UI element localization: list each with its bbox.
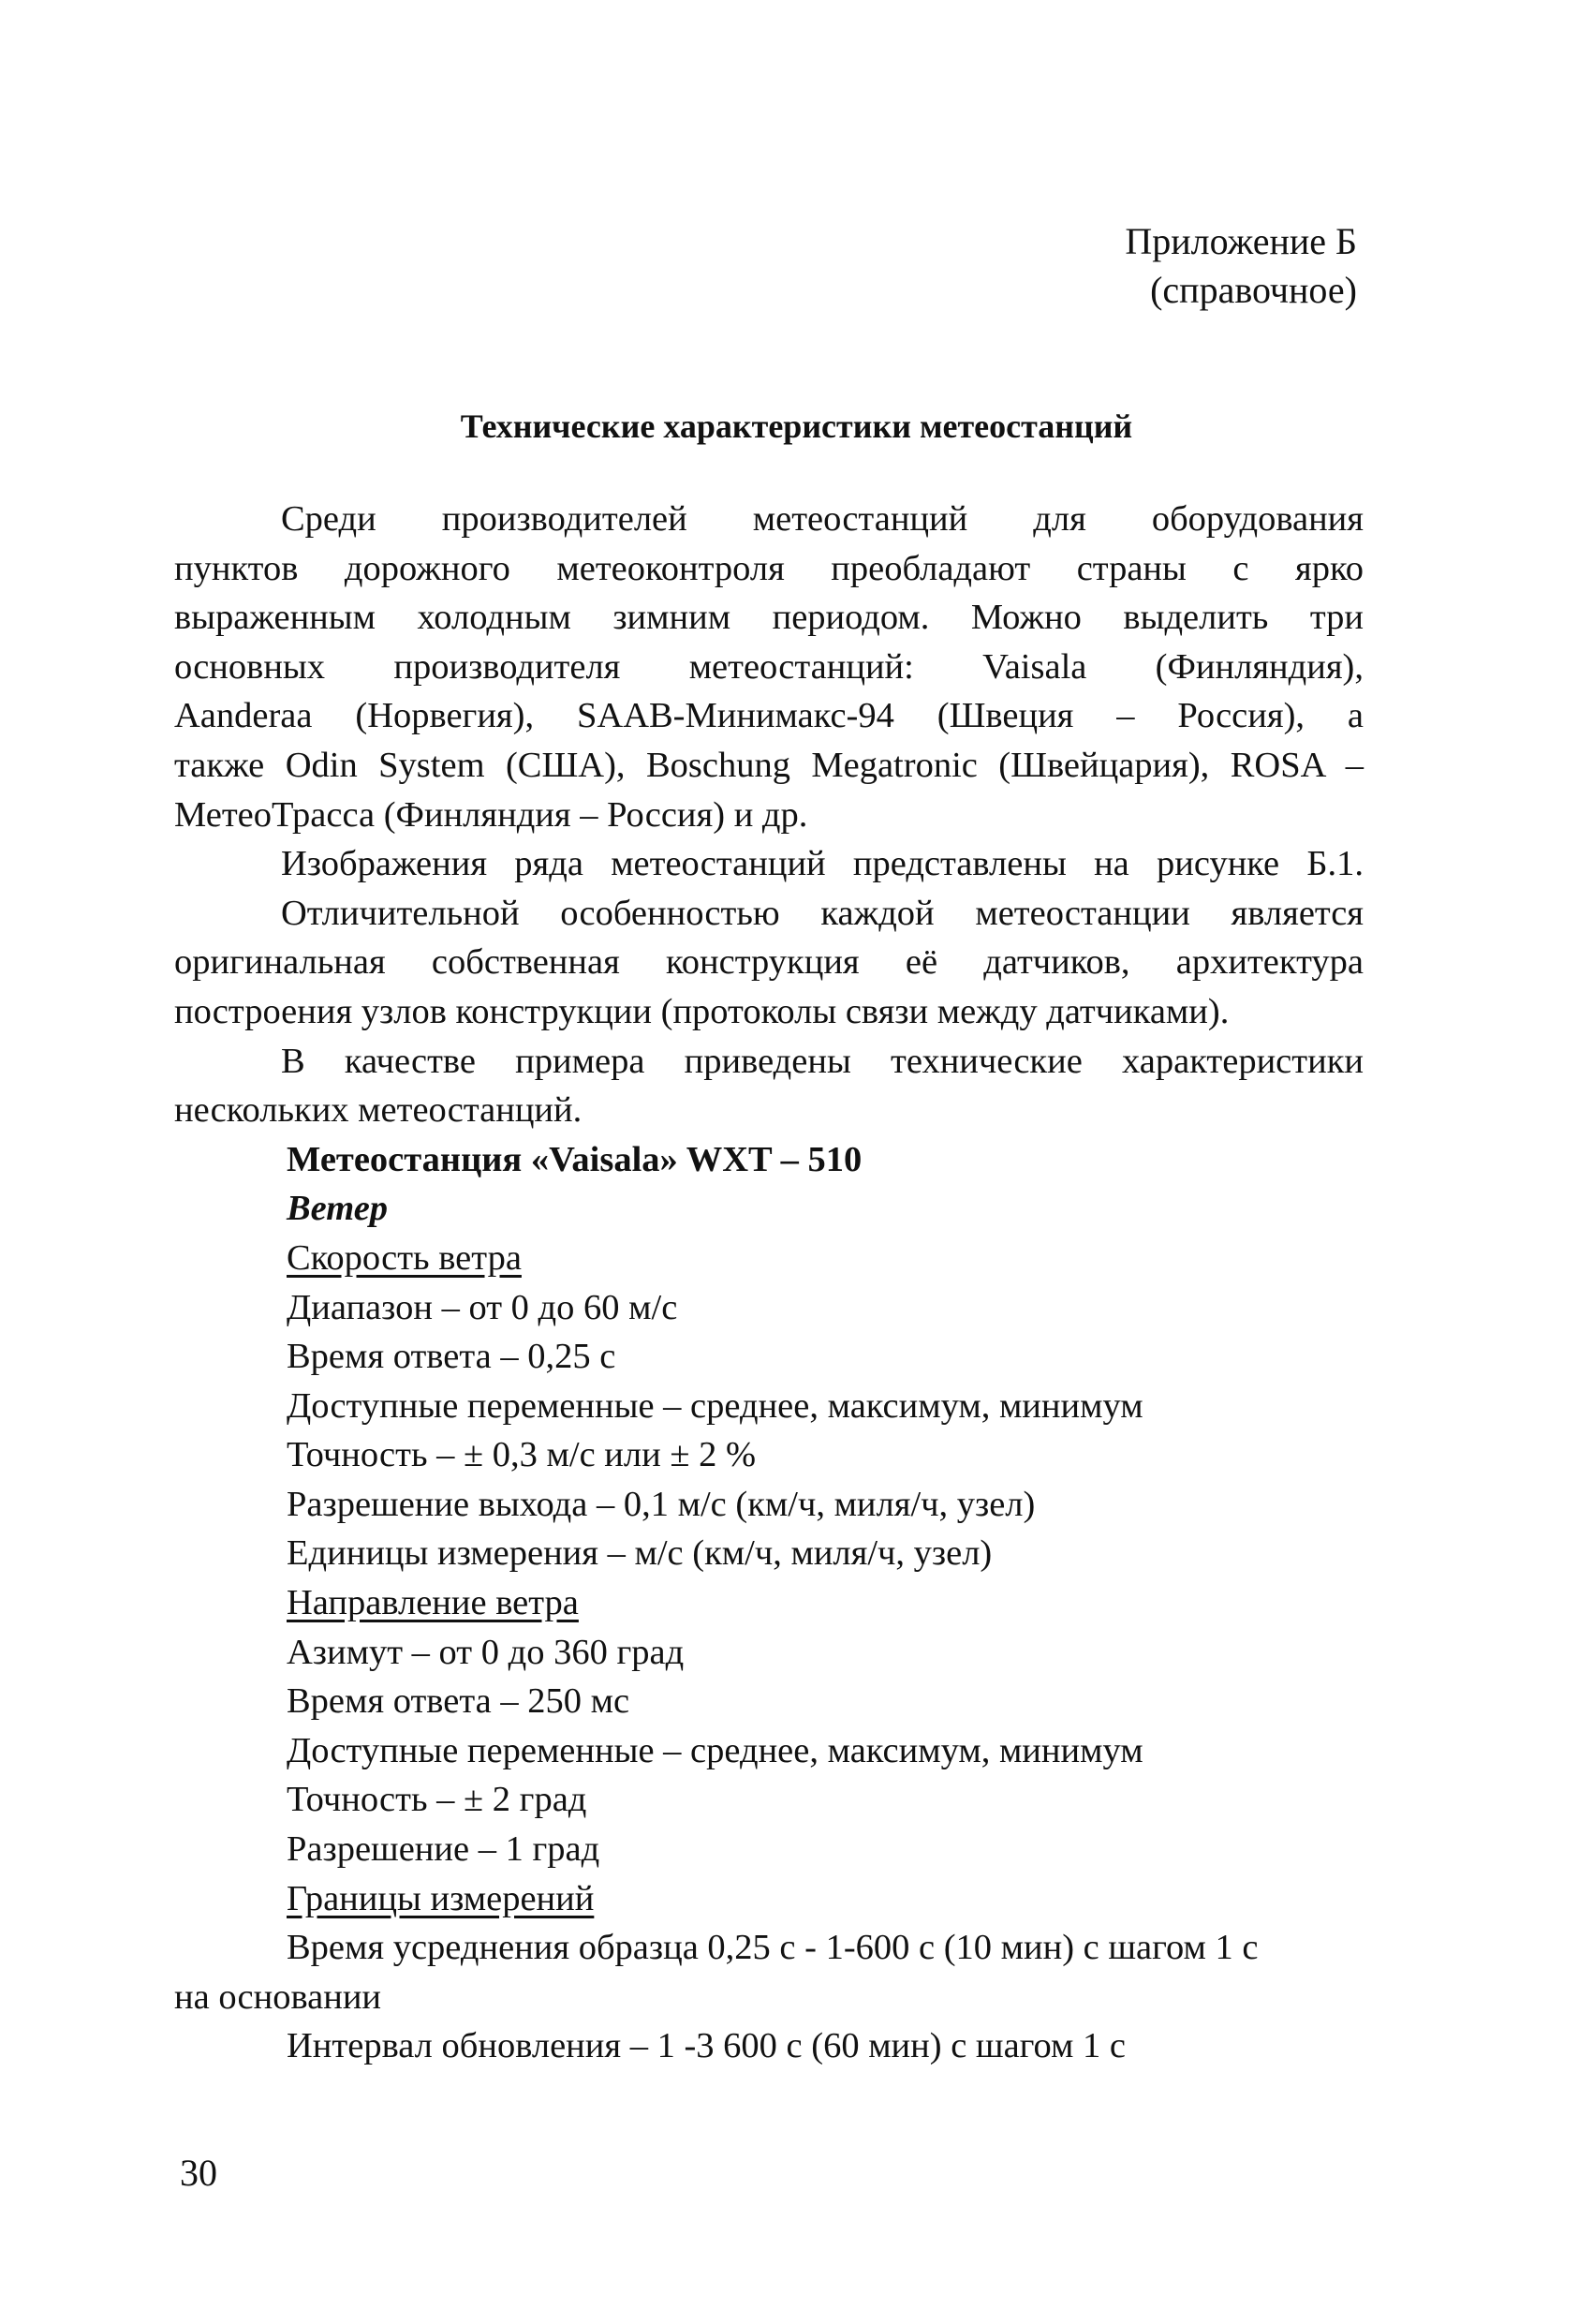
spec-line: Время ответа – 250 мс [287,1681,630,1722]
station-title: Метеостанция «Vaisala» WXT – 510 [287,1139,863,1179]
limits-heading-text: Границы измерений [287,1878,595,1918]
section-wind: Ветер [287,1189,389,1229]
intro-line: МетеоТрасса (Финляндия – Россия) и др. [174,794,808,835]
intro-line: пунктов дорожного метеоконтроля преобладают страны с ярко [174,548,1364,588]
appendix-subtitle: (справочное) [1150,269,1357,311]
intro-line: также Odin System (США), Boschung Megatronic (Швейцария), ROSA – [174,745,1364,785]
wind-speed-heading-text: Скорость ветра [287,1237,522,1278]
spec-line: Разрешение – 1 град [287,1829,600,1870]
intro-line: выраженным холодным зимним периодом. Можно выделить три [174,598,1364,638]
spec-line: Время ответа – 0,25 с [287,1337,616,1377]
features-line: построения узлов конструкции (протоколы связи между датчиками). [174,991,1230,1031]
averaging-continuation: на основании [174,1976,382,2017]
features-line: оригинальная собственная конструкция её датчиков, архитектура [174,942,1364,983]
section-heading: Технические характеристики метеостанций [460,407,1133,445]
example-line: В качестве примера приведены технические характеристики [281,1041,1364,1081]
spec-line: Разрешение выхода – 0,1 м/с (км/ч, миля/ч, узел) [287,1484,1036,1524]
update-interval-line: Интервал обновления – 1 -3 600 с (60 мин) с шагом 1 с [287,2026,1126,2066]
wind-direction-heading-text: Направление ветра [287,1583,579,1623]
intro-line: Среди производителей метеостанций для оборудования [281,499,1364,539]
body-text [174,495,1364,2071]
spec-line: Точность – ± 2 град [287,1780,587,1820]
appendix-title: Приложение Б [1125,220,1357,262]
wind-speed-heading [174,1234,1364,1283]
spec-line: Доступные переменные – среднее, максимум, минимум [287,1385,1143,1426]
spec-line: Точность – ± 0,3 м/с или ± 2 % [287,1435,757,1475]
spec-line: Диапазон – от 0 до 60 м/с [287,1287,678,1327]
spec-line: Доступные переменные – среднее, максимум, минимум [287,1730,1143,1770]
wind-direction-heading [174,1578,1364,1628]
limits-heading [174,1874,1364,1924]
intro-line: Aanderaa (Норвегия), SAAB-Минимакс-94 (Швеция – Россия), а [174,696,1364,736]
page-number: 30 [180,2152,217,2194]
example-line: нескольких метеостанций. [174,1090,583,1131]
spec-line: Единицы измерения – м/с (км/ч, миля/ч, узел) [287,1533,993,1574]
intro-line: основных производителя метеостанций: Vaisala (Финляндия), [174,646,1364,687]
averaging-line: Время усреднения образца 0,25 с - 1-600 с (10 мин) с шагом 1 с [287,1928,1259,1968]
spec-line: Азимут – от 0 до 360 град [287,1632,685,1672]
figure-reference-paragraph: Изображения ряда метеостанций представлены на рисунке Б.1. [281,844,1364,884]
features-line: Отличительной особенностью каждой метеостанции является [281,893,1364,933]
appendix-label [1125,217,1357,315]
